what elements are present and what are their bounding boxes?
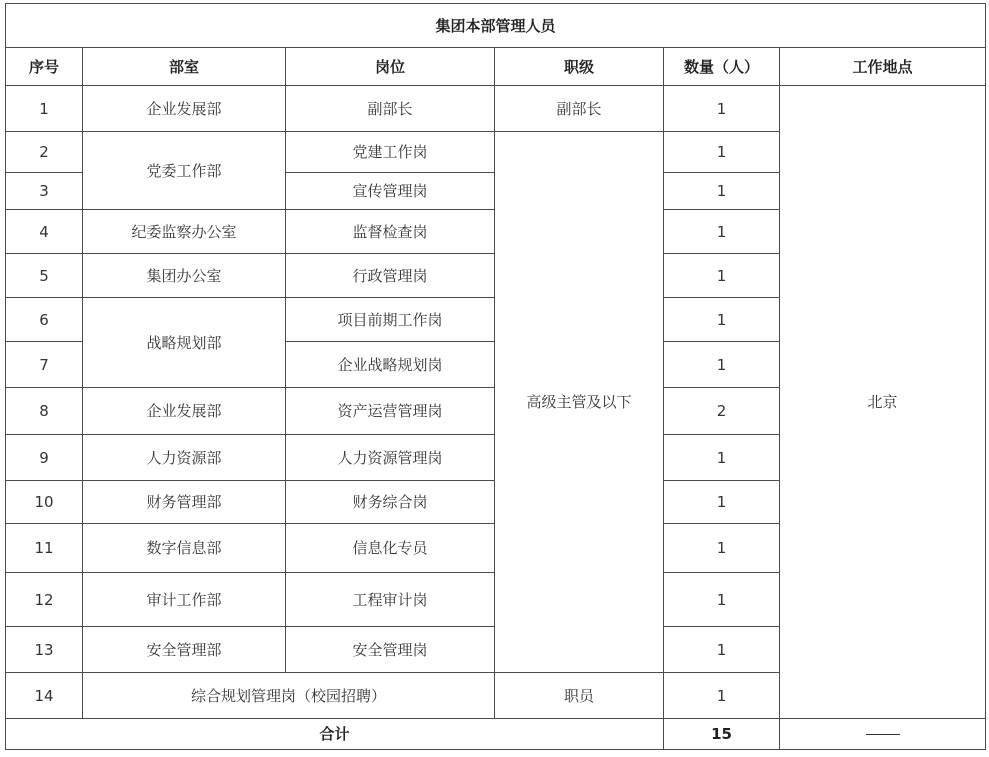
table-row: [6, 86, 986, 132]
post-cell: 信息化专员: [286, 524, 495, 573]
header-post: 岗位: [286, 48, 495, 86]
post-cell: 党建工作岗: [286, 132, 495, 173]
post-cell: 财务综合岗: [286, 481, 495, 524]
dept-cell: 审计工作部: [83, 573, 286, 627]
dept-cell: 企业发展部: [83, 86, 286, 132]
count-cell: 1: [664, 524, 780, 573]
seq-cell: 14: [6, 673, 83, 719]
seq-cell: 13: [6, 627, 83, 673]
count-cell: 1: [664, 86, 780, 132]
level-cell: 副部长: [495, 86, 664, 132]
seq-cell: 7: [6, 342, 83, 388]
post-cell: 资产运营管理岗: [286, 388, 495, 435]
seq-cell: 3: [6, 173, 83, 210]
count-cell: 1: [664, 673, 780, 719]
seq-cell: 5: [6, 254, 83, 298]
header-level: 职级: [495, 48, 664, 86]
dept-post-cell: 综合规划管理岗（校园招聘）: [83, 673, 495, 719]
location-cell: 北京: [780, 86, 986, 719]
dept-cell: 集团办公室: [83, 254, 286, 298]
count-cell: 1: [664, 435, 780, 481]
title-row: [6, 4, 986, 48]
table-title: 集团本部管理人员: [6, 4, 986, 48]
seq-cell: 2: [6, 132, 83, 173]
shared-level-cell: 高级主管及以下: [495, 132, 664, 673]
count-cell: 1: [664, 342, 780, 388]
seq-cell: 12: [6, 573, 83, 627]
dept-cell: 安全管理部: [83, 627, 286, 673]
header-row: [6, 48, 986, 86]
post-cell: 宣传管理岗: [286, 173, 495, 210]
post-cell: 工程审计岗: [286, 573, 495, 627]
total-row: [6, 719, 986, 750]
count-cell: 1: [664, 481, 780, 524]
dept-cell: 财务管理部: [83, 481, 286, 524]
count-cell: 1: [664, 173, 780, 210]
count-cell: 2: [664, 388, 780, 435]
seq-cell: 11: [6, 524, 83, 573]
header-seq: 序号: [6, 48, 83, 86]
seq-cell: 6: [6, 298, 83, 342]
post-cell: 安全管理岗: [286, 627, 495, 673]
header-count: 数量（人）: [664, 48, 780, 86]
seq-cell: 8: [6, 388, 83, 435]
post-cell: 行政管理岗: [286, 254, 495, 298]
header-location: 工作地点: [780, 48, 986, 86]
dept-cell: 人力资源部: [83, 435, 286, 481]
seq-cell: 9: [6, 435, 83, 481]
seq-cell: 10: [6, 481, 83, 524]
post-cell: 企业战略规划岗: [286, 342, 495, 388]
count-cell: 1: [664, 254, 780, 298]
dept-cell: 数字信息部: [83, 524, 286, 573]
dept-cell: 企业发展部: [83, 388, 286, 435]
post-cell: 副部长: [286, 86, 495, 132]
count-cell: 1: [664, 132, 780, 173]
total-count: 15: [664, 719, 780, 750]
total-label: 合计: [6, 719, 664, 750]
dept-cell: 纪委监察办公室: [83, 210, 286, 254]
count-cell: 1: [664, 627, 780, 673]
dept-cell: 党委工作部: [83, 132, 286, 210]
post-cell: 项目前期工作岗: [286, 298, 495, 342]
dash-mark: [866, 734, 900, 735]
level-cell: 职员: [495, 673, 664, 719]
dept-cell: 战略规划部: [83, 298, 286, 388]
seq-cell: 1: [6, 86, 83, 132]
count-cell: 1: [664, 298, 780, 342]
recruitment-table: [5, 3, 986, 750]
post-cell: 人力资源管理岗: [286, 435, 495, 481]
post-cell: 监督检查岗: [286, 210, 495, 254]
count-cell: 1: [664, 573, 780, 627]
header-dept: 部室: [83, 48, 286, 86]
total-location-cell: [780, 719, 986, 750]
seq-cell: 4: [6, 210, 83, 254]
count-cell: 1: [664, 210, 780, 254]
